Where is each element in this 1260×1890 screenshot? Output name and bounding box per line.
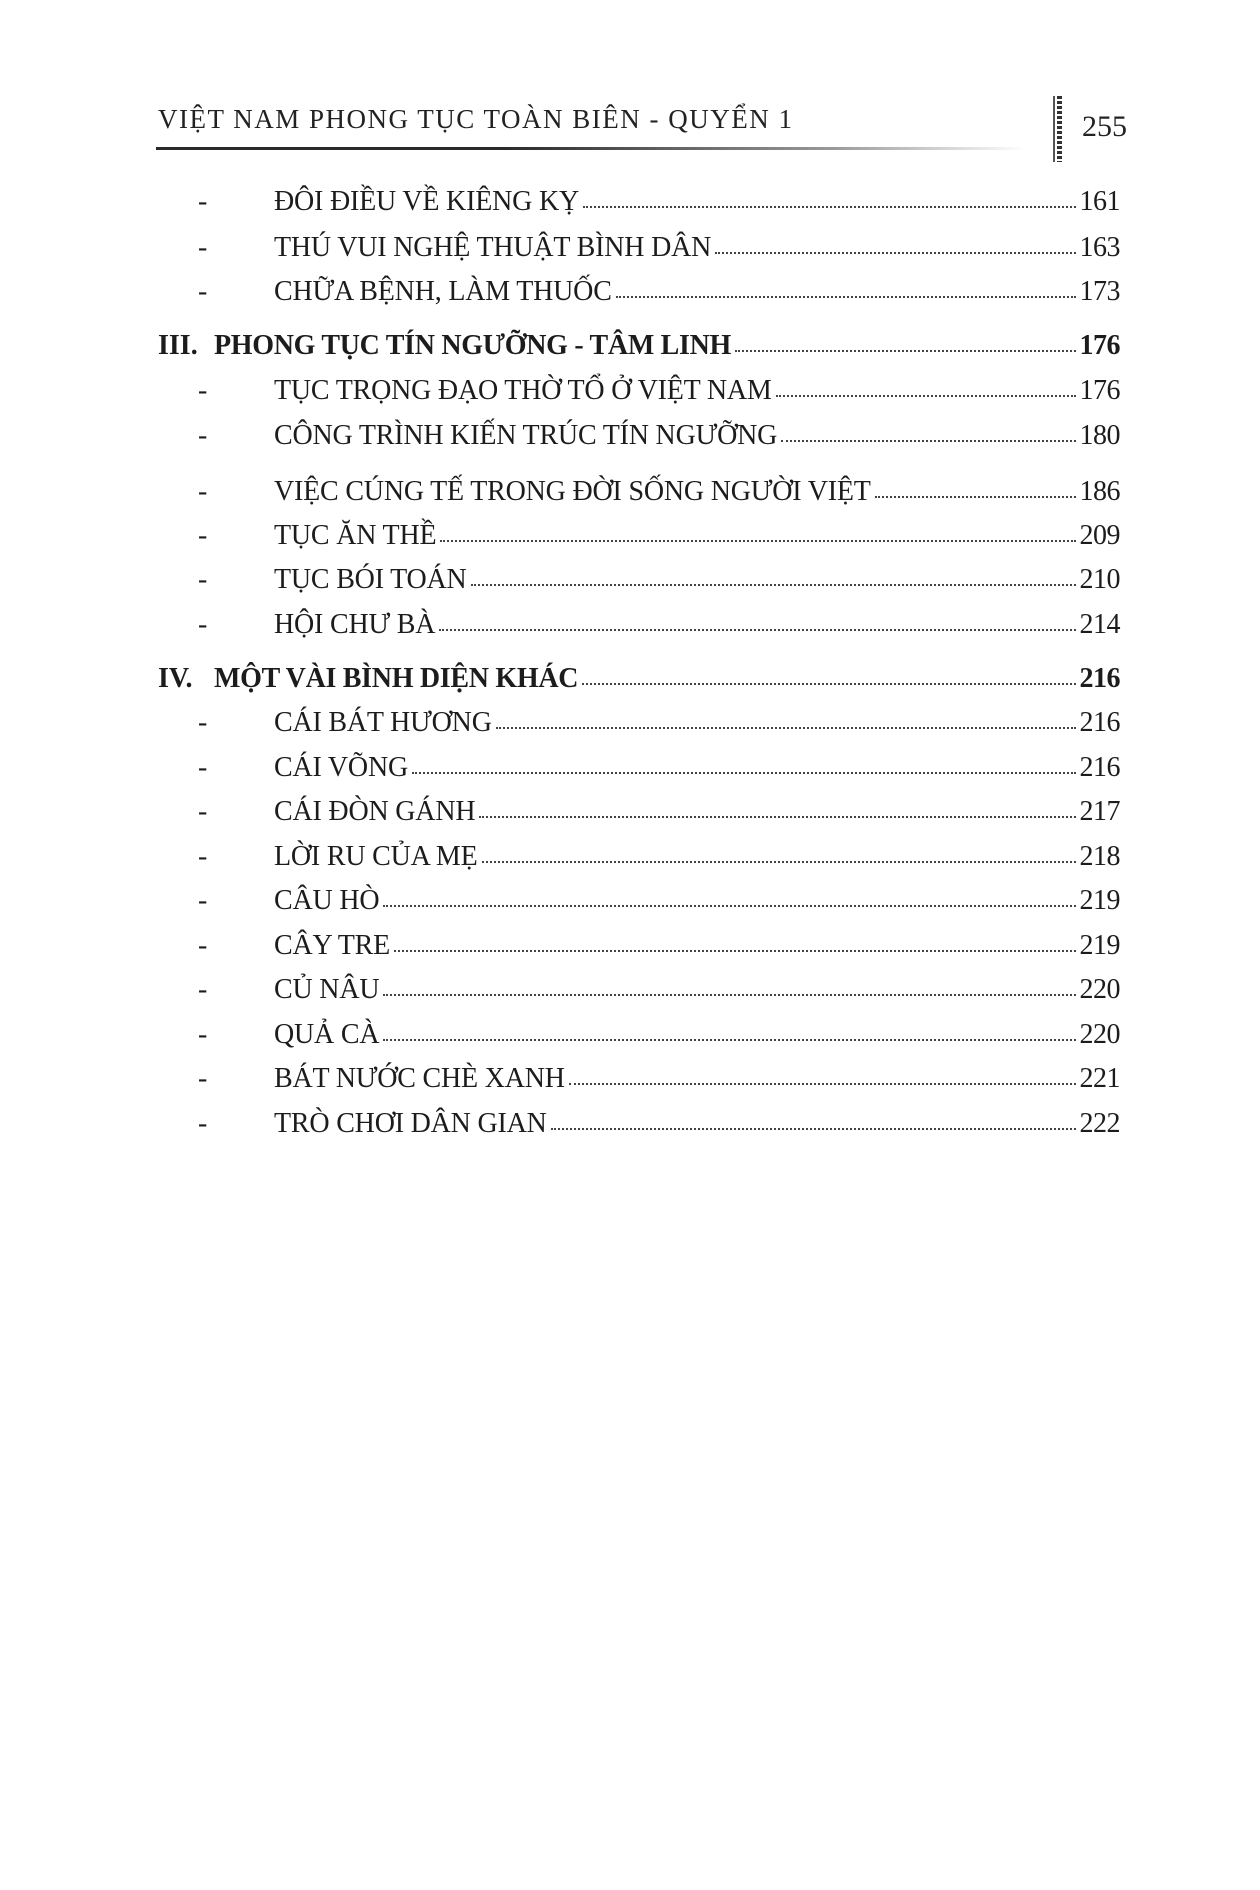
item-title: LỜI RU CỦA MẸ: [274, 841, 478, 872]
toc-item-row: [158, 230, 1120, 266]
page-ref: 217: [1079, 796, 1120, 827]
dot-leader: [715, 250, 1075, 254]
page-ref: 216: [1079, 707, 1120, 738]
section-number: III.: [158, 330, 198, 361]
toc-item-row: [158, 474, 1120, 510]
page-ref: 209: [1079, 520, 1120, 551]
dot-leader: [479, 814, 1075, 818]
toc-item-row: [158, 184, 1120, 220]
page-ref: 176: [1079, 375, 1120, 406]
dot-leader: [496, 725, 1076, 729]
dot-leader: [583, 204, 1076, 208]
toc-item-row: [158, 972, 1120, 1008]
dot-leader: [616, 294, 1076, 298]
page-ref: 210: [1079, 564, 1120, 595]
item-bullet: -: [198, 707, 208, 738]
toc-item-row: [158, 562, 1120, 598]
page-ref: 216: [1079, 752, 1120, 783]
toc-item-row: [158, 274, 1120, 310]
section-number: IV.: [158, 663, 193, 694]
dot-leader: [383, 1037, 1075, 1041]
item-title: BÁT NƯỚC CHÈ XANH: [274, 1063, 565, 1094]
item-bullet: -: [198, 1019, 208, 1050]
section-title: MỘT VÀI BÌNH DIỆN KHÁC: [214, 663, 579, 694]
dot-leader: [383, 992, 1075, 996]
item-title: CÂY TRE: [274, 930, 391, 961]
page-ref: 186: [1079, 476, 1120, 507]
toc-section-row: [158, 661, 1120, 697]
toc-section-row: [158, 328, 1120, 364]
item-bullet: -: [198, 186, 208, 217]
page-ref: 222: [1079, 1108, 1120, 1139]
item-title: CÔNG TRÌNH KIẾN TRÚC TÍN NGƯỠNG: [274, 420, 778, 451]
item-bullet: -: [198, 841, 208, 872]
page-number: 255: [1082, 110, 1127, 143]
dot-leader: [471, 582, 1076, 586]
toc-item-row: [158, 1017, 1120, 1053]
item-bullet: -: [198, 375, 208, 406]
header-separator-line: [1053, 96, 1055, 162]
dot-leader: [781, 438, 1075, 442]
toc-item-row: [158, 883, 1120, 919]
page-ref: 214: [1079, 609, 1120, 640]
item-bullet: -: [198, 232, 208, 263]
toc-item-row: [158, 928, 1120, 964]
item-title: VIỆC CÚNG TẾ TRONG ĐỜI SỐNG NGƯỜI VIỆT: [274, 476, 871, 507]
toc-item-row: [158, 373, 1120, 409]
item-title: THÚ VUI NGHỆ THUẬT BÌNH DÂN: [274, 232, 712, 263]
dot-leader: [582, 681, 1075, 685]
dot-leader: [875, 494, 1076, 498]
page-ref: 219: [1079, 930, 1120, 961]
toc-item-row: [158, 418, 1120, 454]
dot-leader: [776, 393, 1076, 397]
dot-leader: [482, 859, 1076, 863]
page-ref: 176: [1079, 330, 1120, 361]
page-ref: 180: [1079, 420, 1120, 451]
page-ref: 161: [1079, 186, 1120, 217]
toc-item-row: [158, 705, 1120, 741]
item-title: CÁI ĐÒN GÁNH: [274, 796, 476, 827]
page-ref: 219: [1079, 885, 1120, 916]
dot-leader: [440, 538, 1075, 542]
toc-item-row: [158, 794, 1120, 830]
item-bullet: -: [198, 564, 208, 595]
item-bullet: -: [198, 885, 208, 916]
dot-leader: [394, 948, 1075, 952]
header-rule: [156, 147, 1026, 150]
page-ref: 163: [1079, 232, 1120, 263]
dot-leader: [551, 1126, 1076, 1130]
item-title: CHỮA BỆNH, LÀM THUỐC: [274, 276, 612, 307]
dot-leader: [412, 770, 1076, 774]
item-title: QUẢ CÀ: [274, 1019, 380, 1050]
dot-leader: [735, 348, 1075, 352]
page-ref: 221: [1079, 1063, 1120, 1094]
dot-leader: [569, 1081, 1076, 1085]
page-ref: 173: [1079, 276, 1120, 307]
item-bullet: -: [198, 276, 208, 307]
item-title: TỤC ĂN THỀ: [274, 520, 437, 551]
item-title: CỦ NÂU: [274, 974, 380, 1005]
toc-item-row: [158, 607, 1120, 643]
item-title: CÂU HÒ: [274, 885, 380, 916]
item-bullet: -: [198, 974, 208, 1005]
item-title: CÁI VÕNG: [274, 752, 408, 783]
item-bullet: -: [198, 1063, 208, 1094]
item-bullet: -: [198, 520, 208, 551]
item-bullet: -: [198, 1108, 208, 1139]
section-title: PHONG TỤC TÍN NGƯỠNG - TÂM LINH: [214, 330, 732, 361]
page-ref: 220: [1079, 974, 1120, 1005]
item-bullet: -: [198, 752, 208, 783]
item-title: ĐÔI ĐIỀU VỀ KIÊNG KỴ: [274, 186, 579, 217]
item-title: TỤC BÓI TOÁN: [274, 564, 467, 595]
item-bullet: -: [198, 420, 208, 451]
toc-item-row: [158, 839, 1120, 875]
dot-leader: [439, 627, 1075, 631]
item-title: TỤC TRỌNG ĐẠO THỜ TỔ Ở VIỆT NAM: [274, 375, 772, 406]
toc-item-row: [158, 518, 1120, 554]
item-title: CÁI BÁT HƯƠNG: [274, 707, 492, 738]
item-bullet: -: [198, 796, 208, 827]
dot-leader: [383, 903, 1075, 907]
page-ref: 216: [1079, 663, 1120, 694]
item-bullet: -: [198, 476, 208, 507]
toc-item-row: [158, 1061, 1120, 1097]
item-bullet: -: [198, 930, 208, 961]
running-head: VIỆT NAM PHONG TỤC TOÀN BIÊN - QUYỂN 1: [158, 104, 794, 134]
page-ref: 218: [1079, 841, 1120, 872]
toc-item-row: [158, 1106, 1120, 1142]
header-separator: [1057, 96, 1062, 162]
page-ref: 220: [1079, 1019, 1120, 1050]
item-bullet: -: [198, 609, 208, 640]
item-title: HỘI CHƯ BÀ: [274, 609, 436, 640]
toc-item-row: [158, 750, 1120, 786]
item-title: TRÒ CHƠI DÂN GIAN: [274, 1108, 547, 1139]
